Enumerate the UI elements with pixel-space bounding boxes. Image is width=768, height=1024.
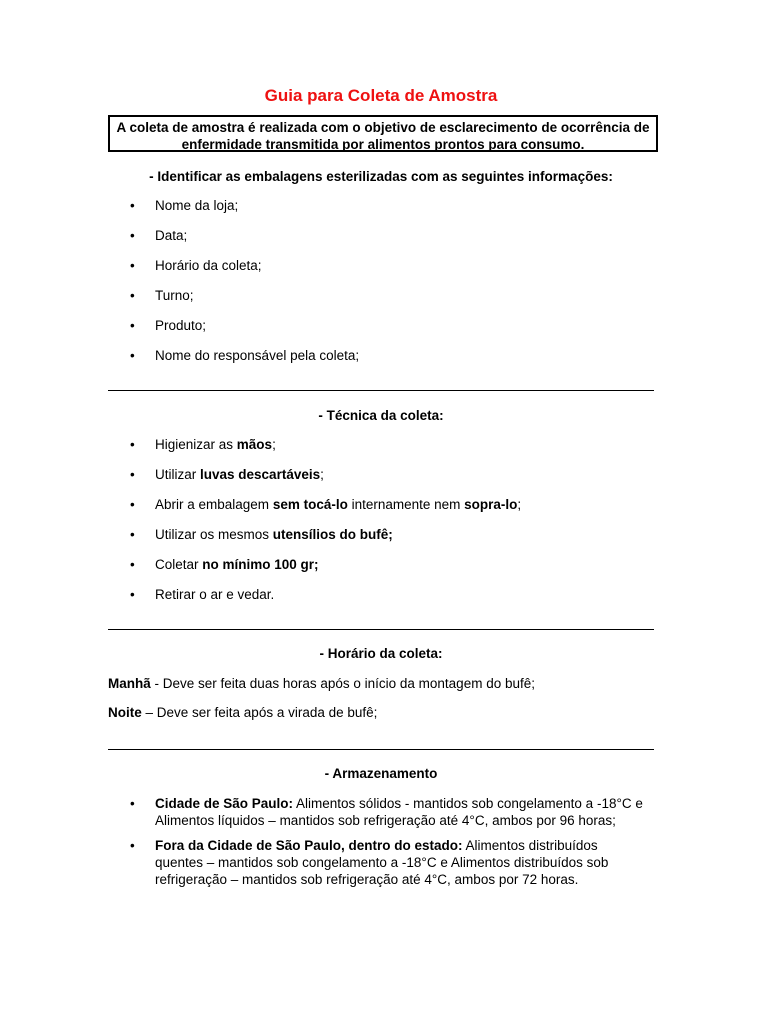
emphasis-text: no mínimo 100 gr; (202, 557, 319, 572)
bullet-icon: • (130, 437, 135, 452)
emphasis-text: utensílios do bufê; (272, 527, 393, 542)
item-text: Retirar o ar e vedar. (155, 587, 275, 602)
item-text: ; (320, 467, 324, 482)
list-item (108, 837, 648, 887)
list-item: • Data; (130, 228, 188, 243)
list-item: • Nome do responsável pela coleta; (130, 348, 360, 363)
emphasis-text: mãos (236, 437, 273, 452)
bullet-icon: • (130, 288, 135, 303)
list-item (108, 587, 654, 617)
intro-box (108, 115, 658, 152)
item-text: ; (517, 497, 522, 512)
identify-heading: - Identificar as embalagens esterilizadas com as seguintes informações: (149, 169, 613, 184)
item-text: Higienizar as (155, 437, 237, 452)
schedule-heading: - Horário da coleta: (319, 646, 443, 661)
night-text: – Deve ser feita após a virada de bufê; (141, 705, 378, 720)
bullet-icon: • (130, 497, 135, 512)
list-item (108, 557, 654, 587)
bullet-icon: • (130, 198, 135, 213)
technique-list (108, 437, 654, 617)
list-item: • Produto; (130, 318, 207, 333)
emphasis-text: luvas descartáveis (200, 467, 321, 482)
schedule-morning (108, 676, 654, 691)
section-divider (108, 390, 654, 391)
bullet-icon: • (130, 467, 135, 482)
list-item: • Horário da coleta; (130, 258, 262, 273)
item-text: Abrir a embalagem (155, 497, 273, 512)
list-item: • Nome da loja; (130, 198, 239, 213)
bullet-icon: • (130, 838, 135, 853)
section-divider (108, 629, 654, 630)
list-item (108, 467, 654, 497)
bullet-icon: • (130, 258, 135, 273)
intro-text: A coleta de amostra é realizada com o objetivo de esclarecimento de ocorrência de enfermidade transmitida por alimentos prontos para consumo. (116, 120, 650, 152)
item-text: Utilizar (155, 467, 201, 482)
list-item (108, 795, 648, 828)
document-title: Guia para Coleta de Amostra (264, 86, 498, 105)
identify-list (108, 198, 654, 378)
bullet-icon: • (130, 228, 135, 243)
morning-label: Manhã (108, 676, 151, 691)
bullet-icon: • (130, 348, 135, 363)
storage-list (108, 795, 648, 887)
item-text: Coletar (155, 557, 203, 572)
storage-label: Cidade de São Paulo: (155, 796, 294, 811)
storage-heading: - Armazenamento (324, 766, 438, 781)
item-text: internamente nem (347, 497, 465, 512)
night-label: Noite (108, 705, 142, 720)
list-item (108, 497, 654, 527)
item-text: ; (272, 437, 276, 452)
technique-heading: - Técnica da coleta: (318, 408, 444, 423)
bullet-icon: • (130, 557, 135, 572)
section-divider (108, 749, 654, 750)
storage-text: Alimentos distribuídos quentes – mantidos sob congelamento a -18°C e Alimentos distribuídos sob refrigeração – mantidos sob refrigeração até 4°C, ambos por 72 horas. (155, 838, 609, 887)
item-text: Utilizar os mesmos (155, 527, 273, 542)
list-item (108, 527, 654, 557)
bullet-icon: • (130, 796, 135, 811)
emphasis-text: sopra-lo (464, 497, 518, 512)
schedule-night (108, 705, 654, 720)
bullet-icon: • (130, 527, 135, 542)
bullet-icon: • (130, 318, 135, 333)
morning-text: - Deve ser feita duas horas após o início da montagem do bufê; (150, 676, 535, 691)
emphasis-text: sem tocá-lo (272, 497, 348, 512)
storage-text: Alimentos sólidos - mantidos sob congelamento a -18°C e Alimentos líquidos – mantidos sob refrigeração até 4°C, ambos por 96 horas; (155, 796, 643, 828)
storage-label: Fora da Cidade de São Paulo, dentro do estado: (155, 838, 463, 853)
bullet-icon: • (130, 587, 135, 602)
list-item (108, 437, 654, 467)
list-item: • Turno; (130, 288, 194, 303)
